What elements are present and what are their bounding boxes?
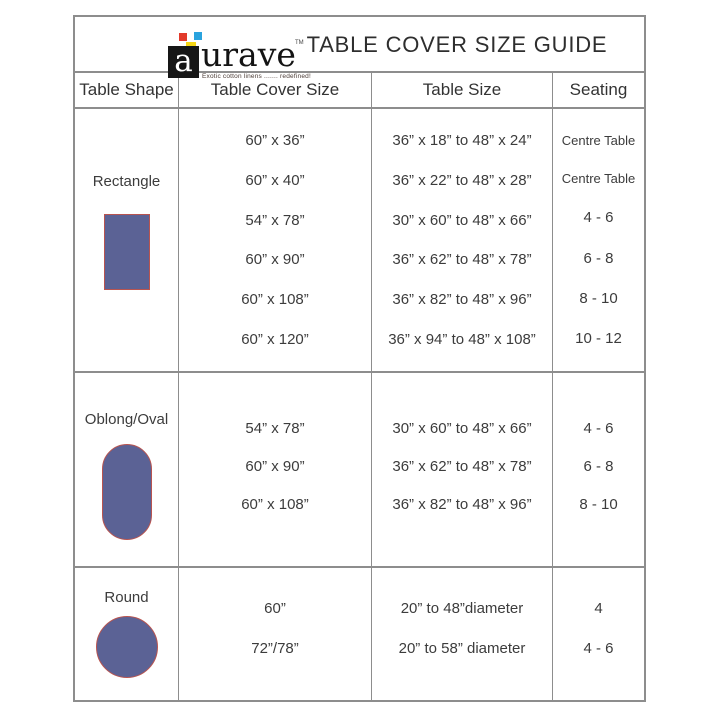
round-shape-icon xyxy=(96,616,158,678)
logo-wordmark: urave xyxy=(201,35,296,74)
logo-initial: a xyxy=(168,46,199,78)
cover-size-value: 60” x 40” xyxy=(245,172,305,189)
shape-label: Round xyxy=(104,589,149,606)
page-title: TABLE COVER SIZE GUIDE xyxy=(306,32,608,57)
cover-size-value: 54” x 78” xyxy=(245,211,305,229)
cover-size-value: 60” x 90” xyxy=(245,457,305,475)
title-row xyxy=(75,17,644,80)
table-size-column xyxy=(372,373,553,566)
shape-cell-round xyxy=(75,568,179,700)
table-size-column xyxy=(372,109,553,371)
cover-size-column xyxy=(179,109,372,371)
seating-column xyxy=(553,373,644,566)
shape-cell-rectangle xyxy=(75,109,179,371)
section-rectangle xyxy=(75,109,644,373)
seating-value: 6 - 8 xyxy=(583,457,614,475)
cover-size-value: 72”/78” xyxy=(251,639,299,657)
table-size-value: 36” x 22” to 48” x 28” xyxy=(392,172,532,189)
seating-column xyxy=(553,109,644,371)
seating-value: 8 - 10 xyxy=(579,496,618,514)
seating-value: 4 - 6 xyxy=(583,209,614,227)
cover-size-value: 60” x 108” xyxy=(241,496,309,514)
shape-label: Rectangle xyxy=(92,173,161,190)
rectangle-shape-icon xyxy=(104,214,150,290)
seating-value: 8 - 10 xyxy=(579,289,618,307)
cover-size-value: 60” x 90” xyxy=(245,251,305,269)
table-size-value: 30” x 60” to 48” x 66” xyxy=(392,419,532,437)
logo-tagline: Exotic cotton linens ....... redefined! xyxy=(202,73,311,80)
shape-label: Oblong/Oval xyxy=(84,411,169,428)
section-round xyxy=(75,568,644,700)
table-size-value: 30” x 60” to 48” x 66” xyxy=(392,211,532,229)
table-size-value: 36” x 82” to 48” x 96” xyxy=(392,496,532,514)
header-table-size: Table Size xyxy=(372,73,553,107)
seating-value: Centre Table xyxy=(561,170,636,186)
table-size-value: 20” to 58” diameter xyxy=(398,639,526,657)
size-guide-table xyxy=(73,15,646,702)
cover-size-value: 60” x 120” xyxy=(241,330,309,348)
seating-value: 4 - 6 xyxy=(583,419,614,437)
seating-column xyxy=(553,568,644,700)
table-size-column xyxy=(372,568,553,700)
logo-red-square-icon xyxy=(179,33,187,41)
cover-size-value: 60” xyxy=(264,599,286,617)
table-size-value: 36” x 18” to 48” x 24” xyxy=(392,132,532,150)
cover-size-column xyxy=(179,568,372,700)
table-size-value: 36” x 62” to 48” x 78” xyxy=(392,457,532,475)
table-size-value: 36” x 82” to 48” x 96” xyxy=(392,291,532,309)
oblong-shape-icon xyxy=(102,444,152,540)
column-header-row xyxy=(75,73,644,109)
header-table-shape: Table Shape xyxy=(75,73,179,107)
header-table-cover-size: Table Cover Size xyxy=(179,73,372,107)
cover-size-value: 54” x 78” xyxy=(245,419,305,437)
seating-value: 6 - 8 xyxy=(583,249,614,267)
table-size-value: 20” to 48”diameter xyxy=(400,599,524,617)
seating-value: 4 xyxy=(594,599,603,617)
seating-value: 4 - 6 xyxy=(583,639,614,657)
table-size-value: 36” x 94” to 48” x 108” xyxy=(388,330,536,348)
cover-size-value: 60” x 108” xyxy=(241,291,309,309)
trademark-mark: TM xyxy=(295,40,304,46)
cover-size-column xyxy=(179,373,372,566)
shape-cell-oblong xyxy=(75,373,179,566)
seating-value: Centre Table xyxy=(561,132,636,148)
section-oblong-oval xyxy=(75,373,644,568)
cover-size-value: 60” x 36” xyxy=(245,132,305,150)
header-seating: Seating xyxy=(569,80,628,99)
seating-value: 10 - 12 xyxy=(575,330,622,348)
table-size-value: 36” x 62” to 48” x 78” xyxy=(392,251,532,269)
